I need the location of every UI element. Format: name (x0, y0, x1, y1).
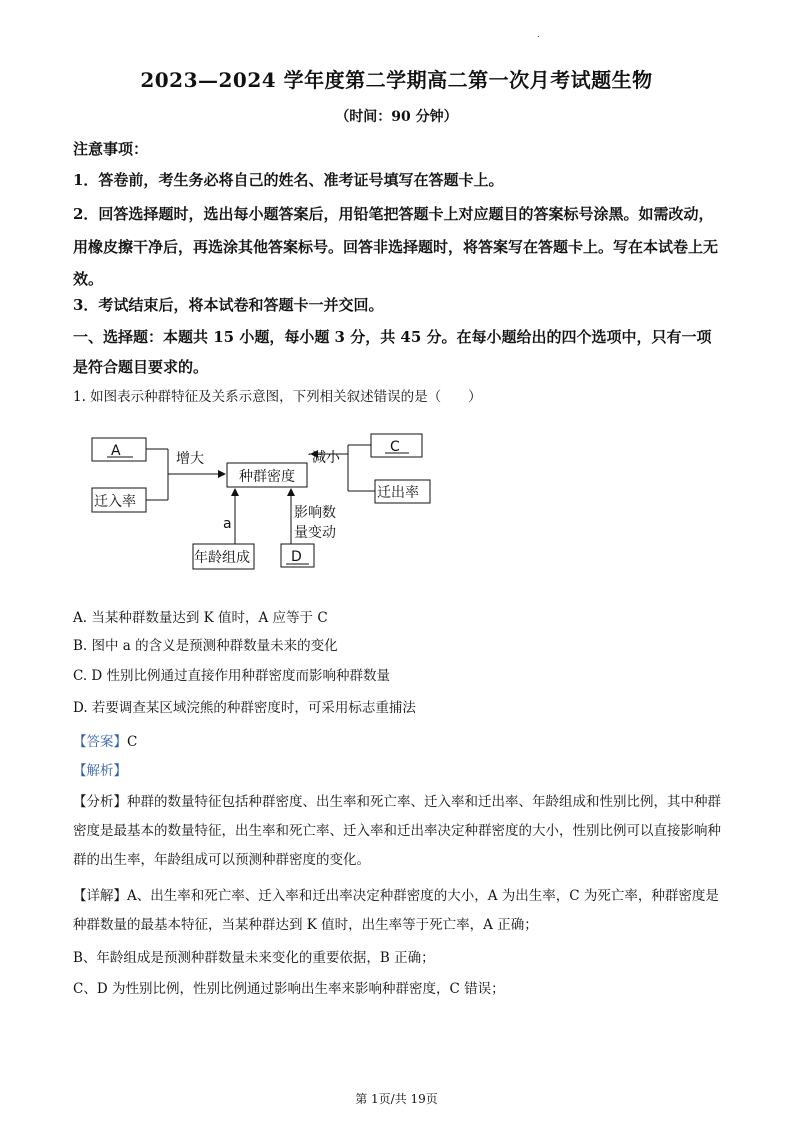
xiangjie-text: A、出生率和死亡率、迁入率和迁出率决定种群密度的大小，A 为出生率，C 为死亡率，种群密度是种群数量的最基本特征，当某种群达到 K 值时，出生率等于死亡率，A 正确； (73, 888, 719, 933)
xiangjie-tag: 【详解】 (73, 888, 127, 904)
decrease-label: 减小 (312, 450, 340, 466)
option-d: D. 若要调查某区域浣熊的种群密度时，可采用标志重捕法 (73, 700, 416, 716)
question-stem: 1. 如图表示种群特征及关系示意图，下列相关叙述错误的是（ ） (73, 389, 482, 405)
box-d-label: D (291, 549, 302, 565)
answer-tag: 【答案】 (73, 734, 127, 750)
arrow-a-label: a (223, 516, 232, 532)
option-b: B. 图中 a 的含义是预测种群数量未来的变化 (73, 638, 338, 654)
box-immigration-label: 迁入率 (94, 494, 136, 510)
analysis-fenxi (73, 788, 723, 875)
analysis-xiangjie (73, 882, 723, 940)
answer-line (73, 728, 723, 757)
increase-label: 增大 (176, 451, 204, 467)
section-heading: 一、选择题：本题共 15 小题，每小题 3 分，共 45 分。在每小题给出的四个选项中，只有一项是符合题目要求的。 (73, 328, 712, 376)
box-c-label: C (390, 439, 400, 455)
analysis-tag-line (73, 757, 723, 786)
exam-time: （时间：90 分钟） (335, 109, 458, 125)
analysis-tag: 【解析】 (73, 763, 127, 779)
notice-item-2: 2．回答选择题时，选出每小题答案后，用铅笔把答题卡上对应题目的答案标号涂黑。如需改动，用橡皮擦干净后，再选涂其他答案标号。回答非选择题时，将答案写在答题卡上。写在本试卷上无效。 (73, 205, 719, 288)
page-title: 2023—2024 学年度第二学期高二第一次月考试题生物 (140, 68, 653, 92)
corner-mark: . (537, 30, 540, 39)
answer-value: C (127, 734, 138, 750)
option-c: C. D 性别比例通过直接作用种群密度而影响种群数量 (73, 668, 391, 684)
population-diagram (73, 425, 453, 585)
influence-label-2: 量变动 (294, 525, 336, 541)
option-a: A. 当某种群数量达到 K 值时，A 应等于 C (73, 610, 328, 626)
fenxi-text: 种群的数量特征包括种群密度、出生率和死亡率、迁入率和迁出率、年龄组成和性别比例，其中种群密度是最基本的数量特征，出生率和死亡率、迁入率和迁出率决定种群密度的大小，性别比例可以直接影响种群的出生率，年龄组成可以预测种群密度的变化。 (73, 794, 721, 868)
notice-item-3: 3．考试结束后，将本试卷和答题卡一并交回。 (73, 296, 384, 314)
influence-label-1: 影响数 (294, 505, 336, 521)
notice-heading: 注意事项： (73, 140, 149, 158)
analysis-line-b: B、年龄组成是预测种群数量未来变化的重要依据，B 正确； (73, 950, 435, 966)
fenxi-tag: 【分析】 (73, 794, 127, 810)
box-density-label: 种群密度 (239, 469, 295, 485)
page-number: 第 1页/共 19页 (355, 1092, 438, 1106)
analysis-line-c: C、D 为性别比例，性别比例通过影响出生率来影响种群密度，C 错误； (73, 981, 505, 997)
box-age-label: 年龄组成 (194, 550, 250, 566)
box-a-label: A (111, 443, 121, 459)
box-emigration-label: 迁出率 (377, 485, 419, 501)
notice-item-1: 1．答卷前，考生务必将自己的姓名、准考证号填写在答题卡上。 (73, 171, 504, 189)
